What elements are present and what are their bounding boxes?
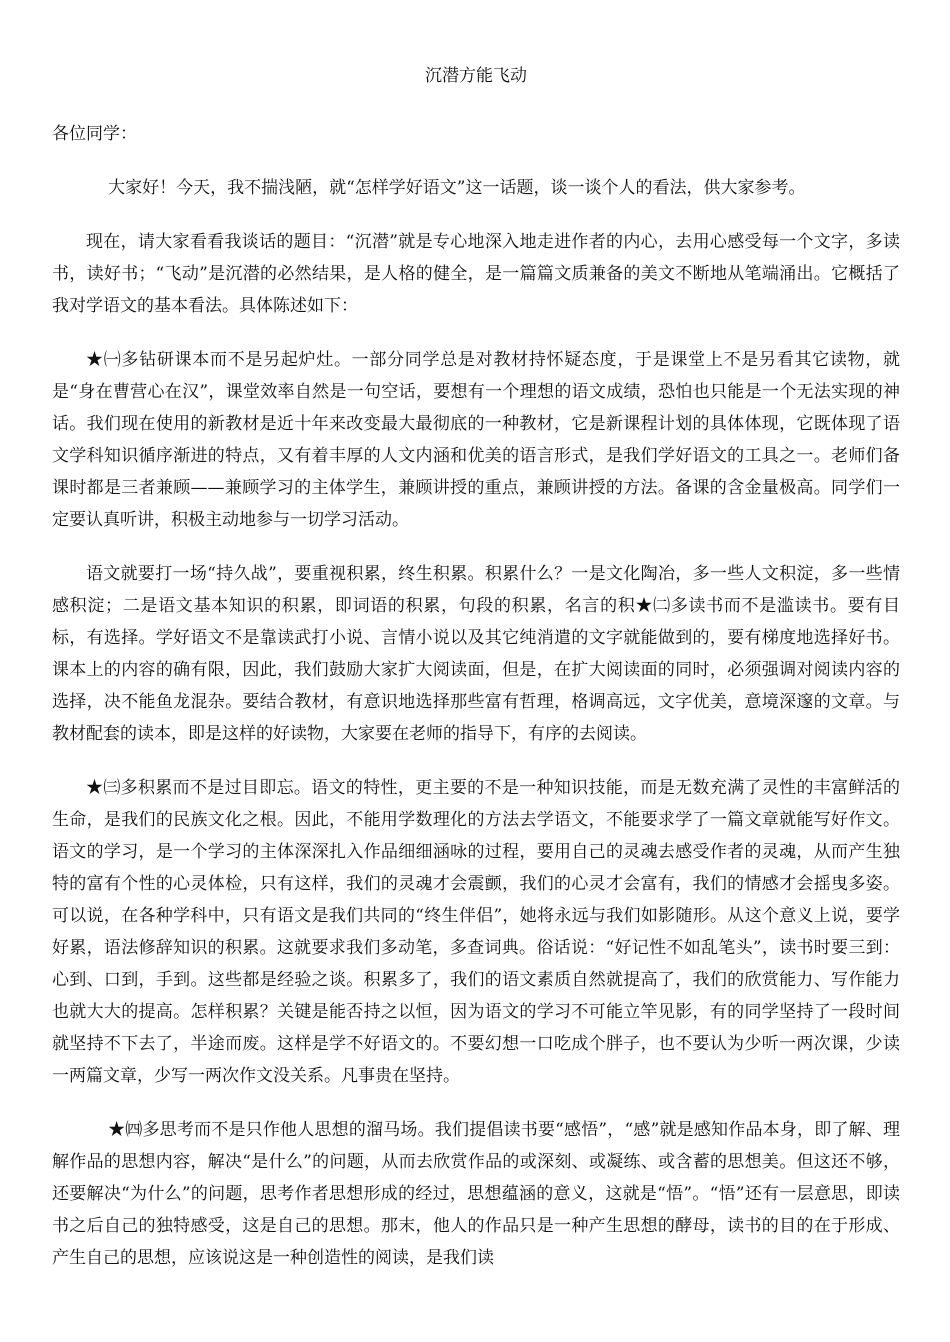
paragraph-section-3: ★㈢多积累而不是过目即忘。语文的特性，更主要的不是一种知识技能，而是无数充满了灵性的丰富鲜活的生命，是我们的民族文化之根。因此，不能用学数理化的方法去学语文，不能要求学了一篇文章就能写好作文。语文的学习，是一个学习的主体深深扎入作品细细涵咏的过程，要用自己的灵魂去感受作者的灵魂，从而产生独特的富有个性的心灵体检，只有这样，我们的灵魂才会震颤，我们的心灵才会富有，我们的情感才会摇曳多姿。可以说，在各种学科中，只有语文是我们共同的“终生伴侣”，她将永远与我们如影随形。从这个意义上说，要学好累，语法修辞知识的积累。这就要求我们多动笔，多查词典。俗话说：“好记性不如乱笔头”，读书时要三到：心到、口到，手到。这些都是经验之谈。积累多了，我们的语文素质自然就提高了，我们的欣赏能力、写作能力也就大大的提高。怎样积累？关键是能否持之以恒，因为语文的学习不可能立竿见影，有的同学坚持了一段时间就坚持不下去了，半途而废。这样是学不好语文的。不要幻想一口吃成个胖子，也不要认为少听一两次课，少读一两篇文章，少写一两次作文没关系。凡事贵在坚持。 bbox=[52, 778, 900, 1086]
paragraph-section-4: ★㈣多思考而不是只作他人思想的溜马场。我们提倡读书要“感悟”，“感”就是感知作品本身，即了解、理解作品的思想内容，解决“是什么”的问题，从而去欣赏作品的或深刻、或凝练、或含蓄的思想美。但这还不够，还要解决“为什么”的问题，思考作者思想形成的经过，思想蕴涵的意义，这就是“悟”。“悟”还有一层意思，即读书之后自己的独特感受，这是自己的思想。那末，他人的作品只是一种产生思想的酵母，读书的目的在于形成、产生自己的思想，应该说这是一种创造性的阅读，是我们读 bbox=[52, 1120, 900, 1268]
paragraph-section-2: 语文就要打一场“持久战”，要重视积累，终生积累。积累什么？一是文化陶冶，多一些人文积淀，多一些情感积淀；二是语文基本知识的积累，即词语的积累，句段的积累，名言的积★㈡多读书而不是滥读书。要有目标，有选择。学好语文不是靠读武打小说、言情小说以及其它纯消遣的文字就能做到的，要有梯度地选择好书。课本上的内容的确有限，因此，我们鼓励大家扩大阅读面，但是，在扩大阅读面的同时，必须强调对阅读内容的选择，决不能鱼龙混杂。要结合教材，有意识地选择那些富有哲理，格调高远，文字优美，意境深邃的文章。与教材配套的读本，即是这样的好读物，大家要在老师的指导下，有序的去阅读。 bbox=[52, 564, 900, 744]
document-title: 沉潜方能飞动 bbox=[425, 66, 527, 86]
salutation: 各位同学： bbox=[52, 124, 137, 144]
paragraph-topic: 现在，请大家看看我谈话的题目：“沉潜”就是专心地深入地走进作者的内心，去用心感受每一个文字，多读书，读好书；“飞动”是沉潜的必然结果，是人格的健全，是一篇篇文质兼备的美文不断地从笔端涌出。它概括了我对学语文的基本看法。具体陈述如下： bbox=[52, 232, 900, 316]
paragraph-greeting: 大家好！今天，我不揣浅陋，就“怎样学好语文”这一话题，谈一谈个人的看法，供大家参考。 bbox=[108, 178, 806, 198]
paragraph-section-1: ★㈠多钻研课本而不是另起炉灶。一部分同学总是对教材持怀疑态度，于是课堂上不是另看其它读物，就是“身在曹营心在汉”，课堂效率自然是一句空话，要想有一个理想的语文成绩，恐怕也只能是一个无法实现的神话。我们现在使用的新教材是近十年来改变最大最彻底的一种教材，它是新课程计划的具体体现，它既体现了语文学科知识循序渐进的特点，又有着丰厚的人文内涵和优美的语言形式，是我们学好语文的工具之一。老师们备课时都是三者兼顾——兼顾学习的主体学生，兼顾讲授的重点，兼顾讲授的方法。备课的含金量极高。同学们一定要认真听讲，积极主动地参与一切学习活动。 bbox=[52, 350, 900, 530]
